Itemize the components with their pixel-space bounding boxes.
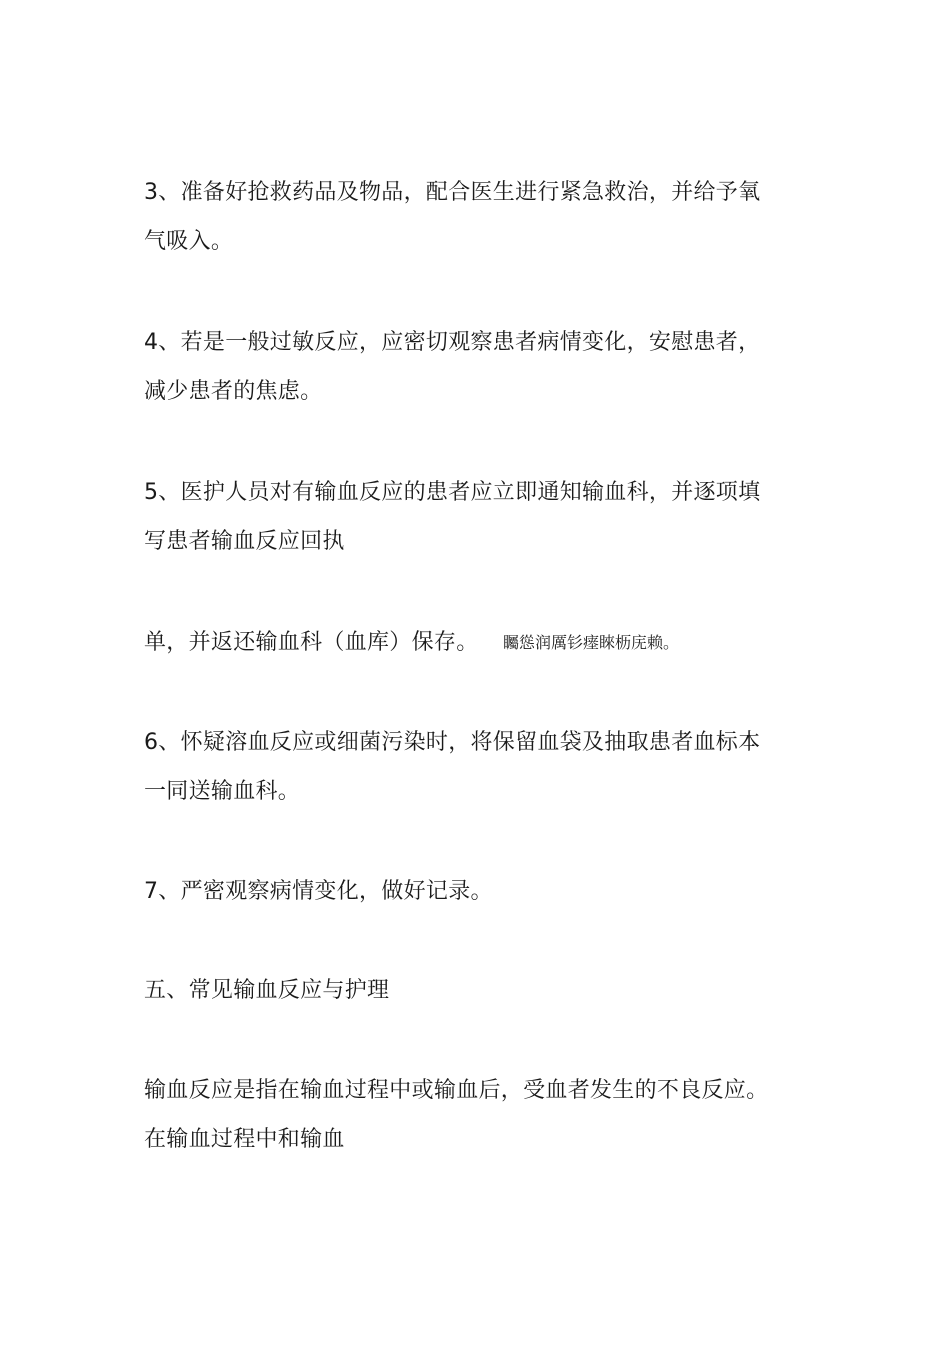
paragraph-6-line-2: 一同送输血科。 — [144, 779, 301, 804]
body-paragraph-line-2: 在输血过程中和输血 — [144, 1127, 345, 1152]
paragraph-4-line-2: 减少患者的焦虑。 — [144, 379, 323, 404]
paragraph-6-line-1: 6、怀疑溶血反应或细菌污染时，将保留血袋及抽取患者血标本 — [144, 730, 761, 755]
paragraph-5-line-2: 写患者输血反应回执 — [144, 529, 345, 554]
paragraph-5-line-1: 5、医护人员对有输血反应的患者应立即通知输血科，并逐项填 — [144, 480, 761, 505]
paragraph-3-line-1: 3、准备好抢救药品及物品，配合医生进行紧急救治，并给予氧 — [144, 180, 761, 205]
paragraph-5-continuation: 单，并返还输血科（血库）保存。 — [144, 630, 479, 655]
section-heading: 五、常见输血反应与护理 — [144, 978, 390, 1003]
inline-garbled-note: 矚慫润厲钐瘗睞枥庑赖。 — [503, 633, 680, 652]
paragraph-7-line-1: 7、严密观察病情变化，做好记录。 — [144, 879, 493, 904]
paragraph-4-line-1: 4、若是一般过敏反应，应密切观察患者病情变化，安慰患者， — [144, 330, 761, 355]
body-paragraph-line-1: 输血反应是指在输血过程中或输血后，受血者发生的不良反应。 — [144, 1078, 769, 1103]
paragraph-3-line-2: 气吸入。 — [144, 229, 234, 254]
